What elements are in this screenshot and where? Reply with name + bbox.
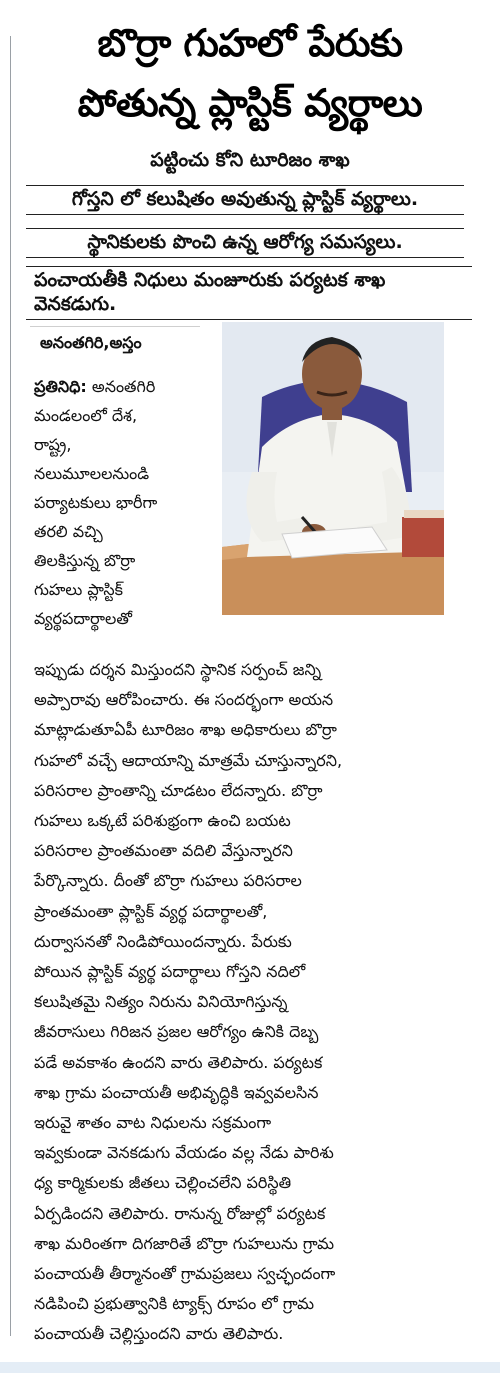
bottom-band bbox=[0, 1362, 500, 1373]
dateline: అనంతగిరి,అస్తం bbox=[40, 333, 142, 352]
subhead-4: పంచాయతీకి నిధులు మంజూరుకు పర్యటక శాఖ వెనకడుగు. bbox=[26, 266, 472, 320]
article-body-text: ఇప్పుడు దర్శన మిస్తుందని స్థానిక సర్పంచ్ జన్ని అప్పారావు ఆరోపించారు. ఈ సందర్భంగా అయన మాట్లాడుతూఏపీ టూరిజం శాఖ అధికారులు బొర్రా గుహలో వచ్చే ఆదాయాన్ని మాత్రమే చూస్తున్నారని, పరిసరాల ప్రాంతాన్ని చూడటం లేదన్నారు. బొర్రా గుహలు ఒక్కటే పరిశుభ్రంగా ఉంచి బయట పరిసరాల ప్రాంతమంతా వదిలి వేస్తున్నారని పేర్కొన్నారు. దీంతో బొర్రా గుహలు పరిసరాల ప్రాంతమంతా ప్లాస్టిక్ వ్యర్థ పదార్థాలతో, దుర్వాసనతో నిండిపోయిందన్నారు. పేరుకు పోయిన ప్లాస్టిక్ వ్యర్థ పదార్థాలు గోస్తని నదిలో కలుషితమై నిత్యం నిరును వినియోగిస్తున్న జీవరాసులు గిరిజన ప్రజల ఆరోగ్యం ఉనికి దెబ్బ పడే అవకాశం ఉందని వారు తెలిపారు. పర్యటక శాఖ గ్రామ పంచాయతీ అభివృద్ధికి ఇవ్వవలసిన ఇరువై శాతం వాట నిధులను సక్రమంగా ఇవ్వకుండా వెనకడుగు వేయడం వల్ల నేడు పారిశు ధ్య కార్మికులకు జీతలు చెల్లించలేని పరిస్థితి ఏర్పడిందని తెలిపారు. రానున్న రోజుల్లో పర్యటక శాఖ మరింతగా దిగజారితే బొర్రా గుహలును గ్రామ పంచాయతీ తీర్మానంతో గ్రామప్రజలు స్వచ్ఛందంగా నడిపించి ప్రభుత్వానికి ట్యాక్స్ రూపం లో గ్రామ పంచాయతీ చెల్లిస్తుందని వారు తెలిపారు. bbox=[34, 660, 343, 1344]
reporter-label: ప్రతినిధి: bbox=[34, 377, 87, 396]
subhead-1: పట్టించు కోని టూరిజం శాఖ bbox=[150, 149, 350, 171]
headline-line-1: బొర్రా గుహలో పేరుకు bbox=[97, 21, 403, 65]
person-at-desk-photo bbox=[222, 322, 444, 615]
subhead-3: స్థానికులకు పొంచి ఉన్న ఆరోగ్య సమస్యలు. bbox=[26, 228, 464, 258]
dateline-rule bbox=[30, 326, 200, 327]
column-divider bbox=[10, 36, 11, 1336]
headline-line-2: పోతున్న ప్లాస్టిక్ వ్యర్థాలు bbox=[77, 81, 423, 125]
person-at-desk-illustration bbox=[222, 322, 444, 615]
column-paragraph: అనంతగిరి మండలంలో దేశ, రాష్ట్ర, నలుమూలలనుండి పర్యాటకులు భారీగా తరలి వచ్చి తిలకిస్తున్న బొర్రా గుహలు ప్లాస్టిక్ వ్యర్థపదార్థాలతో bbox=[34, 377, 158, 628]
subhead-2: గోస్తని లో కలుషితం అవుతున్న ప్లాస్టిక్ వ్యర్థాలు. bbox=[26, 185, 464, 215]
article-column-text bbox=[34, 372, 206, 633]
